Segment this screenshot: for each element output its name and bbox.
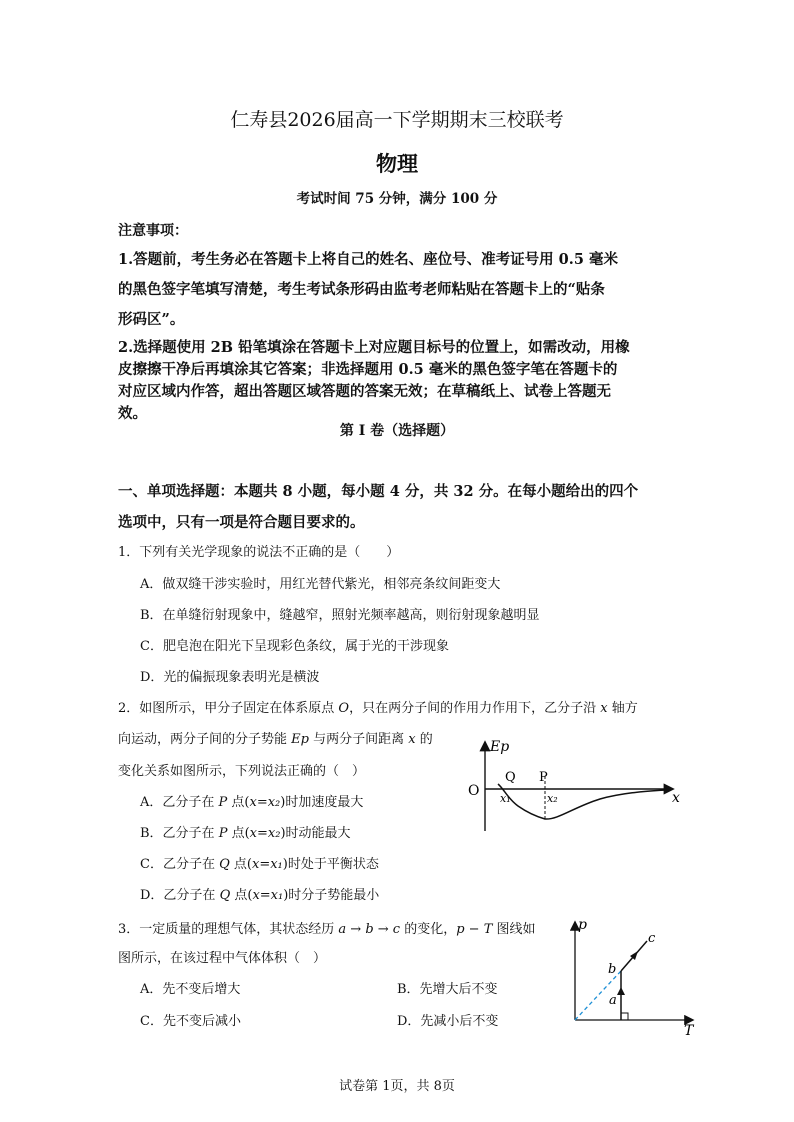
q3-option-a: A．先不变后增大 <box>140 982 241 997</box>
section-1-line-1: 一、单项选择题：本题共 8 小题，每小题 4 分，共 32 分。在每小题给出的四个 <box>118 483 639 500</box>
note-1-line-1: 1.答题前，考生务必在答题卡上将自己的姓名、座位号、准考证号用 0.5 毫米 <box>118 251 618 268</box>
time-info: 考试时间 75 分钟，满分 100 分 <box>296 191 498 207</box>
note-2-line-3: 对应区域内作答，超出答题区域答题的答案无效；在草稿纸上、试卷上答题无 <box>118 383 611 400</box>
q1-option-c: C．肥皂泡在阳光下呈现彩色条纹，属于光的干涉现象 <box>140 639 449 654</box>
q1-option-b: B．在单缝衍射现象中，缝越窄，照射光频率越高，则衍射现象越明显 <box>140 608 540 623</box>
q3-option-c: C．先不变后减小 <box>140 1014 241 1029</box>
q3-process: a → b → c <box>338 922 401 937</box>
q3-option-b: B．先增大后不变 <box>397 982 498 997</box>
q3-ab-arrow <box>617 987 625 995</box>
q2-ep-symbol: Ep <box>291 732 309 747</box>
q2-option-b: B．乙分子在 P 点(x=x₂)时动能最大 <box>140 826 351 841</box>
q2-origin-symbol: O <box>338 701 350 716</box>
q1-option-d: D．光的偏振现象表明光是横波 <box>140 670 320 685</box>
q3-stem-line-2: 图所示，在该过程中气体体积（ ） <box>118 951 327 966</box>
q2-x1-label: x₁ <box>500 792 511 805</box>
q2-option-a: A．乙分子在 P 点(x=x₂)时加速度最大 <box>140 795 364 810</box>
note-2-line-4: 效。 <box>118 405 147 422</box>
note-item-2 <box>118 337 630 425</box>
exam-title: 仁寿县2026届高一下学期期末三校联考 <box>230 109 564 131</box>
q2-ep-label: Ep <box>490 739 510 755</box>
q3-t-label: T <box>684 1023 694 1039</box>
subject-title: 物理 <box>376 151 418 176</box>
q2-stem-line-1: 2．如图所示，甲分子固定在体系原点 O，只在两分子间的作用力作用下，乙分子沿 x 轴方 <box>118 701 638 716</box>
section-1-heading <box>118 476 688 538</box>
q2-q-label: Q <box>505 770 516 785</box>
q3-stem-line-1: 3．一定质量的理想气体，其状态经历 a → b → c 的变化，p − T 图线如 <box>118 922 536 937</box>
q3-pt-symbol: p − T <box>456 922 493 937</box>
q3-right-angle-mark <box>621 1013 628 1020</box>
q2-option-c: C．乙分子在 Q 点(x=x₁)时处于平衡状态 <box>140 857 379 872</box>
q2-origin-label: O <box>468 783 480 799</box>
note-1-line-2: 的黑色签字笔填写清楚，考生考试条形码由监考老师粘贴在答题卡上的“贴条 <box>118 281 605 298</box>
q2-x-symbol: x <box>600 701 608 716</box>
q2-stem-line-3: 变化关系如图所示，下列说法正确的（ ） <box>118 764 366 779</box>
section-1-line-2: 选项中，只有一项是符合题目要求的。 <box>118 514 365 531</box>
q2-x2-label: x₂ <box>547 792 558 805</box>
note-item-1 <box>118 245 618 335</box>
notes-heading: 注意事项： <box>118 223 188 239</box>
note-1-line-3: 形码区”。 <box>118 311 185 328</box>
q2-ep-graph <box>460 735 690 835</box>
volume-title: 第 I 卷（选择题） <box>339 423 455 439</box>
q2-p-label: P <box>539 770 548 785</box>
q2-option-d: D．乙分子在 Q 点(x=x₁)时分子势能最小 <box>140 888 380 903</box>
q1-stem: 1．下列有关光学现象的说法不正确的是（ ） <box>118 545 400 560</box>
q3-p-label: p <box>578 917 587 933</box>
q1-option-a: A．做双缝干涉实验时，用红光替代紫光，相邻亮条纹间距变大 <box>140 577 501 592</box>
q3-option-d: D．先减小后不变 <box>397 1014 499 1029</box>
page-footer: 试卷第 1页，共 8页 <box>339 1079 455 1094</box>
q3-pt-graph <box>560 915 700 1040</box>
q2-stem-line-2: 向运动，两分子间的分子势能 Ep 与两分子间距离 x 的 <box>118 732 433 747</box>
note-2-line-1: 2.选择题使用 2B 铅笔填涂在答题卡上对应题目标号的位置上，如需改动，用橡 <box>118 339 630 356</box>
q3-c-label: c <box>648 931 656 946</box>
q3-b-label: b <box>608 962 617 977</box>
q2-x-label: x <box>672 790 680 806</box>
q3-a-label: a <box>609 993 617 1008</box>
note-2-line-2: 皮擦擦干净后再填涂其它答案；非选择题用 0.5 毫米的黑色签字笔在答题卡的 <box>118 361 618 378</box>
